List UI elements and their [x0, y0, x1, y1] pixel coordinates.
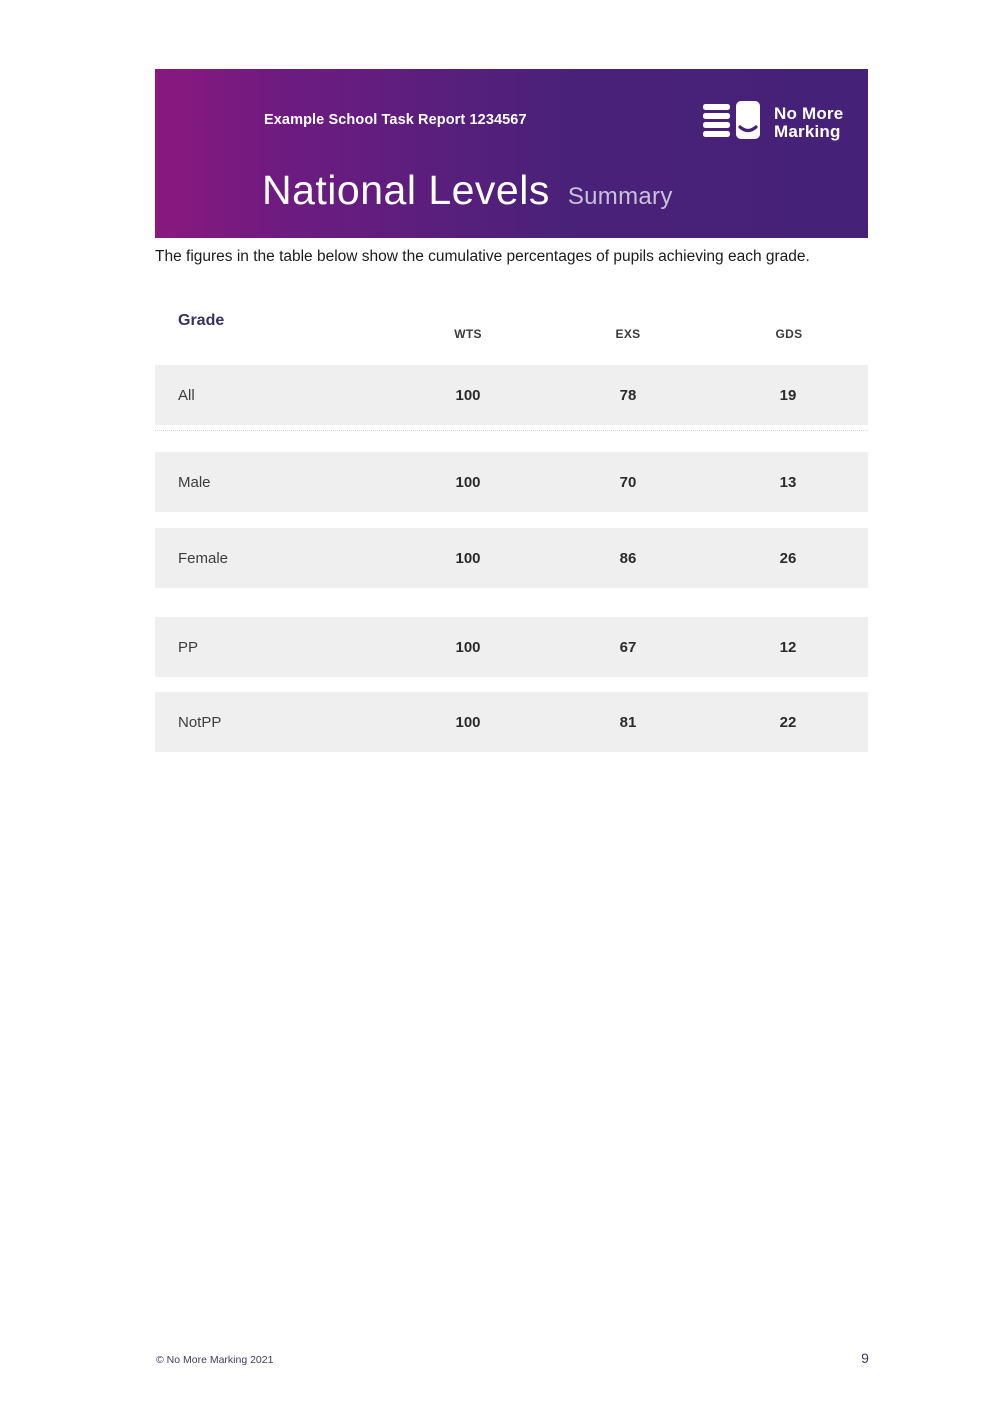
row-separator — [155, 430, 868, 431]
table-header-grade: Grade — [178, 312, 225, 329]
row-exs-value: 81 — [619, 713, 637, 731]
row-gds-value: 22 — [779, 713, 797, 731]
table-row-male — [155, 452, 868, 512]
intro-text: The figures in the table below show the cumulative percentages of pupils achieving each grade. — [155, 248, 810, 265]
row-exs-value: 70 — [619, 473, 637, 491]
table-header-gds: GDS — [775, 327, 803, 341]
row-label: NotPP — [178, 713, 222, 731]
page-title: National Levels — [262, 167, 550, 213]
table-header-wts: WTS — [454, 327, 482, 341]
row-wts-value: 100 — [455, 549, 481, 567]
header-banner — [155, 69, 868, 238]
row-gds-value: 13 — [779, 473, 797, 491]
row-exs-value: 86 — [619, 549, 637, 567]
report-title: Example School Task Report 1234567 — [264, 112, 527, 128]
row-exs-value: 78 — [619, 386, 637, 404]
table-row-all — [155, 365, 868, 425]
table-row-notpp — [155, 692, 868, 752]
row-exs-value: 67 — [619, 638, 637, 656]
row-label: PP — [178, 638, 199, 656]
brand-logo-line2: Marking — [774, 121, 841, 141]
row-wts-value: 100 — [455, 638, 481, 656]
no-more-marking-icon — [703, 100, 761, 145]
row-label: Female — [178, 549, 229, 567]
table-row-pp — [155, 617, 868, 677]
row-wts-value: 100 — [455, 473, 481, 491]
row-label: All — [178, 386, 195, 404]
row-wts-value: 100 — [455, 386, 481, 404]
brand-logo-line1: No More — [774, 104, 844, 124]
page-number: 9 — [861, 1350, 869, 1366]
table-row-female — [155, 528, 868, 588]
row-gds-value: 19 — [779, 386, 797, 404]
brand-logo-text — [774, 105, 843, 140]
table-header-exs: EXS — [615, 327, 641, 341]
page-subtitle: Summary — [567, 183, 673, 210]
row-wts-value: 100 — [455, 713, 481, 731]
row-gds-value: 12 — [779, 638, 797, 656]
row-label: Male — [178, 473, 211, 491]
brand-logo — [703, 100, 843, 145]
row-gds-value: 26 — [779, 549, 797, 567]
copyright-text: © No More Marking 2021 — [156, 1354, 274, 1366]
title-row — [262, 167, 673, 214]
